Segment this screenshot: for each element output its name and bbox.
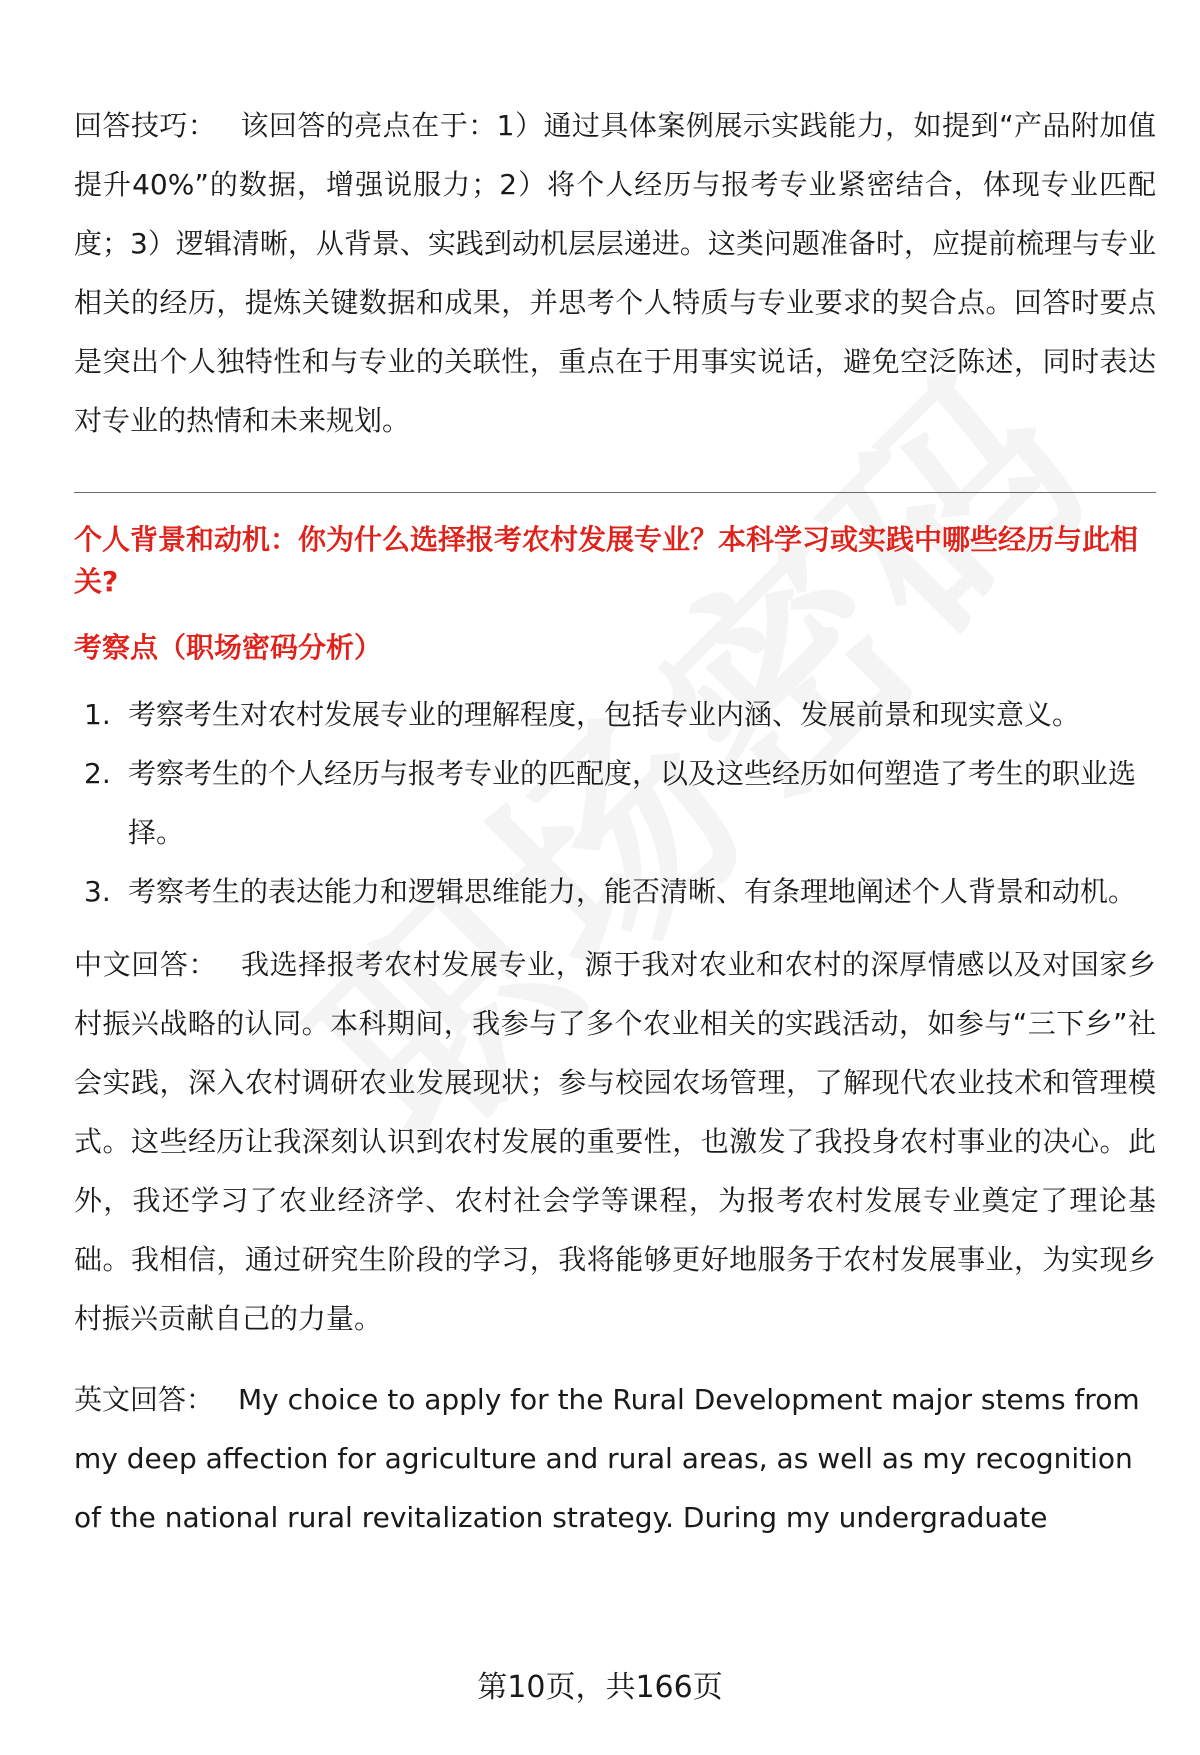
section-divider <box>74 492 1156 493</box>
chinese-answer-text: 我选择报考农村发展专业，源于我对农业和农村的深厚情感以及对国家乡村振兴战略的认同。本科期间，我参与了多个农业相关的实践活动，如参与“三下乡”社会实践，深入农村调研农业发展现状；参与校园农场管理，了解现代农业技术和管理模式。这些经历让我深刻认识到农村发展的重要性，也激发了我投身农村事业的决心。此外，我还学习了农业经济学、农村社会学等课程，为报考农村发展专业奠定了理论基础。我相信，通过研究生阶段的学习，我将能够更好地服务于农村发展事业，为实现乡村振兴贡献自己的力量。 <box>74 948 1156 1335</box>
focus-title: 考察点（职场密码分析） <box>74 631 383 664</box>
list-item-number: 1. <box>84 698 111 731</box>
page-number: 第10页，共166页 <box>477 1670 723 1705</box>
chinese-answer-label: 中文回答： <box>74 948 218 981</box>
list-item-text: 考察考生的个人经历与报考专业的匹配度，以及这些经历如何塑造了考生的职业选择。 <box>128 757 1137 849</box>
english-answer-text: My choice to apply for the Rural Development major stems from my deep affection for agriculture and rural areas, as well as my recognition of the national rural revitalization strategy. During my undergraduate <box>74 1383 1140 1534</box>
tips-text: 该回答的亮点在于：1）通过具体案例展示实践能力，如提到“产品附加值提升40%”的数据，增强说服力；2）将个人经历与报考专业紧密结合，体现专业匹配度；3）逻辑清晰，从背景、实践到动机层层递进。这类问题准备时，应提前梳理与专业相关的经历，提炼关键数据和成果，并思考个人特质与专业要求的契合点。回答时要点是突出个人独特性和与专业的关联性，重点在于用事实说话，避免空泛陈述，同时表达对专业的热情和未来规划。 <box>74 109 1156 437</box>
question-title: 个人背景和动机：你为什么选择报考农村发展专业？本科学习或实践中哪些经历与此相关? <box>74 523 1139 598</box>
list-item-text: 考察考生的表达能力和逻辑思维能力，能否清晰、有条理地阐述个人背景和动机。 <box>128 875 1137 908</box>
list-item-number: 2. <box>84 757 111 790</box>
list-item-number: 3. <box>84 875 111 908</box>
english-answer-label: 英文回答： <box>74 1383 215 1416</box>
chinese-answer-paragraph <box>74 935 1156 1348</box>
list-item <box>74 685 1156 744</box>
list-item-text: 考察考生对农村发展专业的理解程度，包括专业内涵、发展前景和现实意义。 <box>128 698 1081 731</box>
focus-points-list <box>74 685 1156 921</box>
tips-paragraph <box>74 96 1156 450</box>
english-answer-paragraph <box>74 1370 1156 1547</box>
list-item <box>74 744 1156 862</box>
list-item <box>74 862 1156 921</box>
tips-label: 回答技巧： <box>74 109 217 142</box>
document-page <box>74 96 1156 1547</box>
